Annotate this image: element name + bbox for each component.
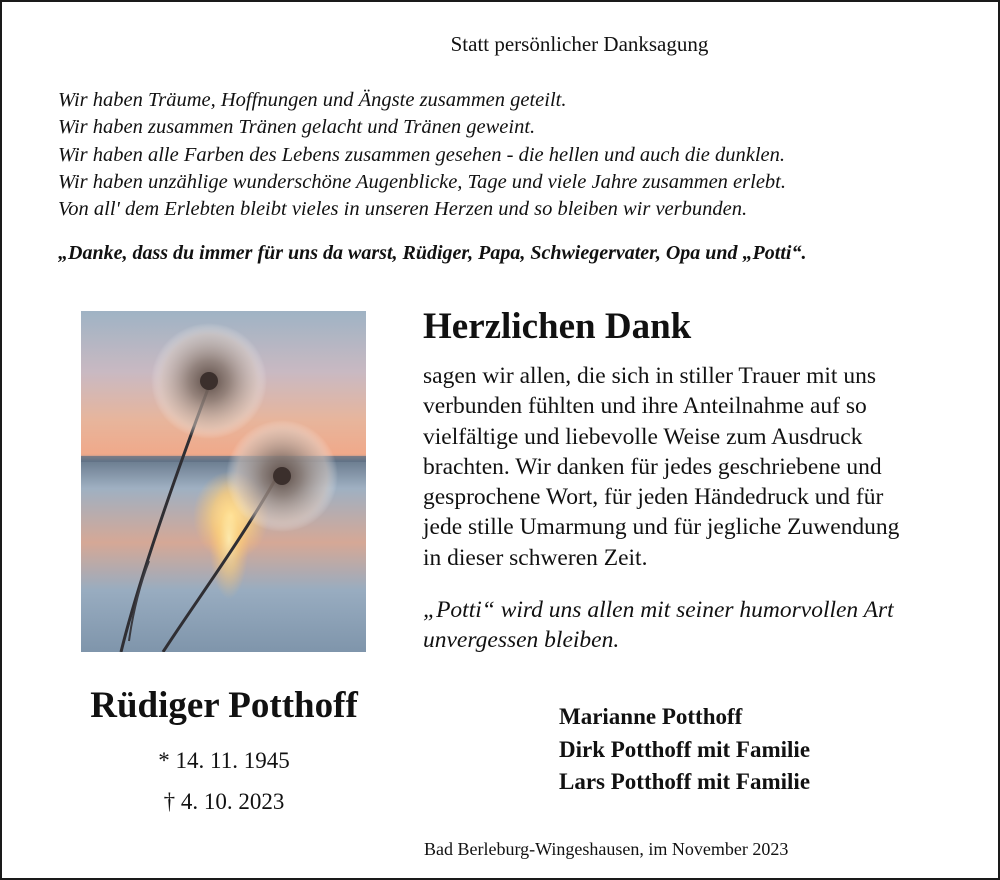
verse-line: Wir haben alle Farben des Lebens zusammen gesehen - die hellen und auch die dunklen. [58, 143, 786, 166]
mourners-list [559, 701, 810, 799]
thanks-line: jede stille Umarmung und für jegliche Zuwendung [423, 514, 900, 541]
mourner: Lars Potthoff mit Familie [559, 769, 811, 794]
thanks-line: gesprochene Wort, für jeden Händedruck und für [423, 484, 884, 511]
thanks-line: brachten. Wir danken für jedes geschriebene und [423, 453, 882, 480]
dandelion-photo [81, 311, 366, 652]
thanks-line: vielfältige und liebevolle Weise zum Ausdruck [423, 423, 863, 450]
thanks-body [423, 361, 899, 573]
verse-block [58, 87, 786, 223]
mourner: Marianne Potthoff [559, 704, 743, 729]
death-date: † 4. 10. 2023 [163, 789, 285, 814]
potti-remark [423, 595, 894, 655]
verse-line: Wir haben zusammen Tränen gelacht und Tränen geweint. [58, 116, 536, 139]
mourner: Dirk Potthoff mit Familie [559, 736, 811, 762]
thanks-line: in dieser schweren Zeit. [423, 544, 648, 571]
verse-line: Wir haben Träume, Hoffnungen und Ängste zusammen geteilt. [58, 89, 567, 111]
birth-date: * 14. 11. 1945 [158, 748, 290, 773]
potti-line: unvergessen bleiben. [423, 627, 620, 653]
thanks-line: sagen wir allen, die sich in stiller Trauer mit uns [423, 363, 876, 389]
place-date: Bad Berleburg-Wingeshausen, im November 2023 [424, 839, 789, 859]
thanks-heading: Herzlichen Dank [423, 306, 692, 347]
verse-line: Wir haben unzählige wunderschöne Augenblicke, Tage und viele Jahre zusammen erlebt. [58, 170, 787, 193]
thanks-line: verbunden fühlten und ihre Anteilnahme auf so [423, 393, 867, 420]
thanks-quote: „Danke, dass du immer für uns da warst, Rüdiger, Papa, Schwiegervater, Opa und „Potti“. [58, 242, 807, 264]
verse-line: Von all' dem Erlebten bleibt vieles in unseren Herzen und so bleiben wir verbunden. [58, 198, 748, 221]
deceased-name: Rüdiger Potthoff [90, 685, 358, 726]
potti-line: „Potti“ wird uns allen mit seiner humorvollen Art [423, 597, 894, 623]
notice-header: Statt persönlicher Danksagung [450, 32, 709, 56]
